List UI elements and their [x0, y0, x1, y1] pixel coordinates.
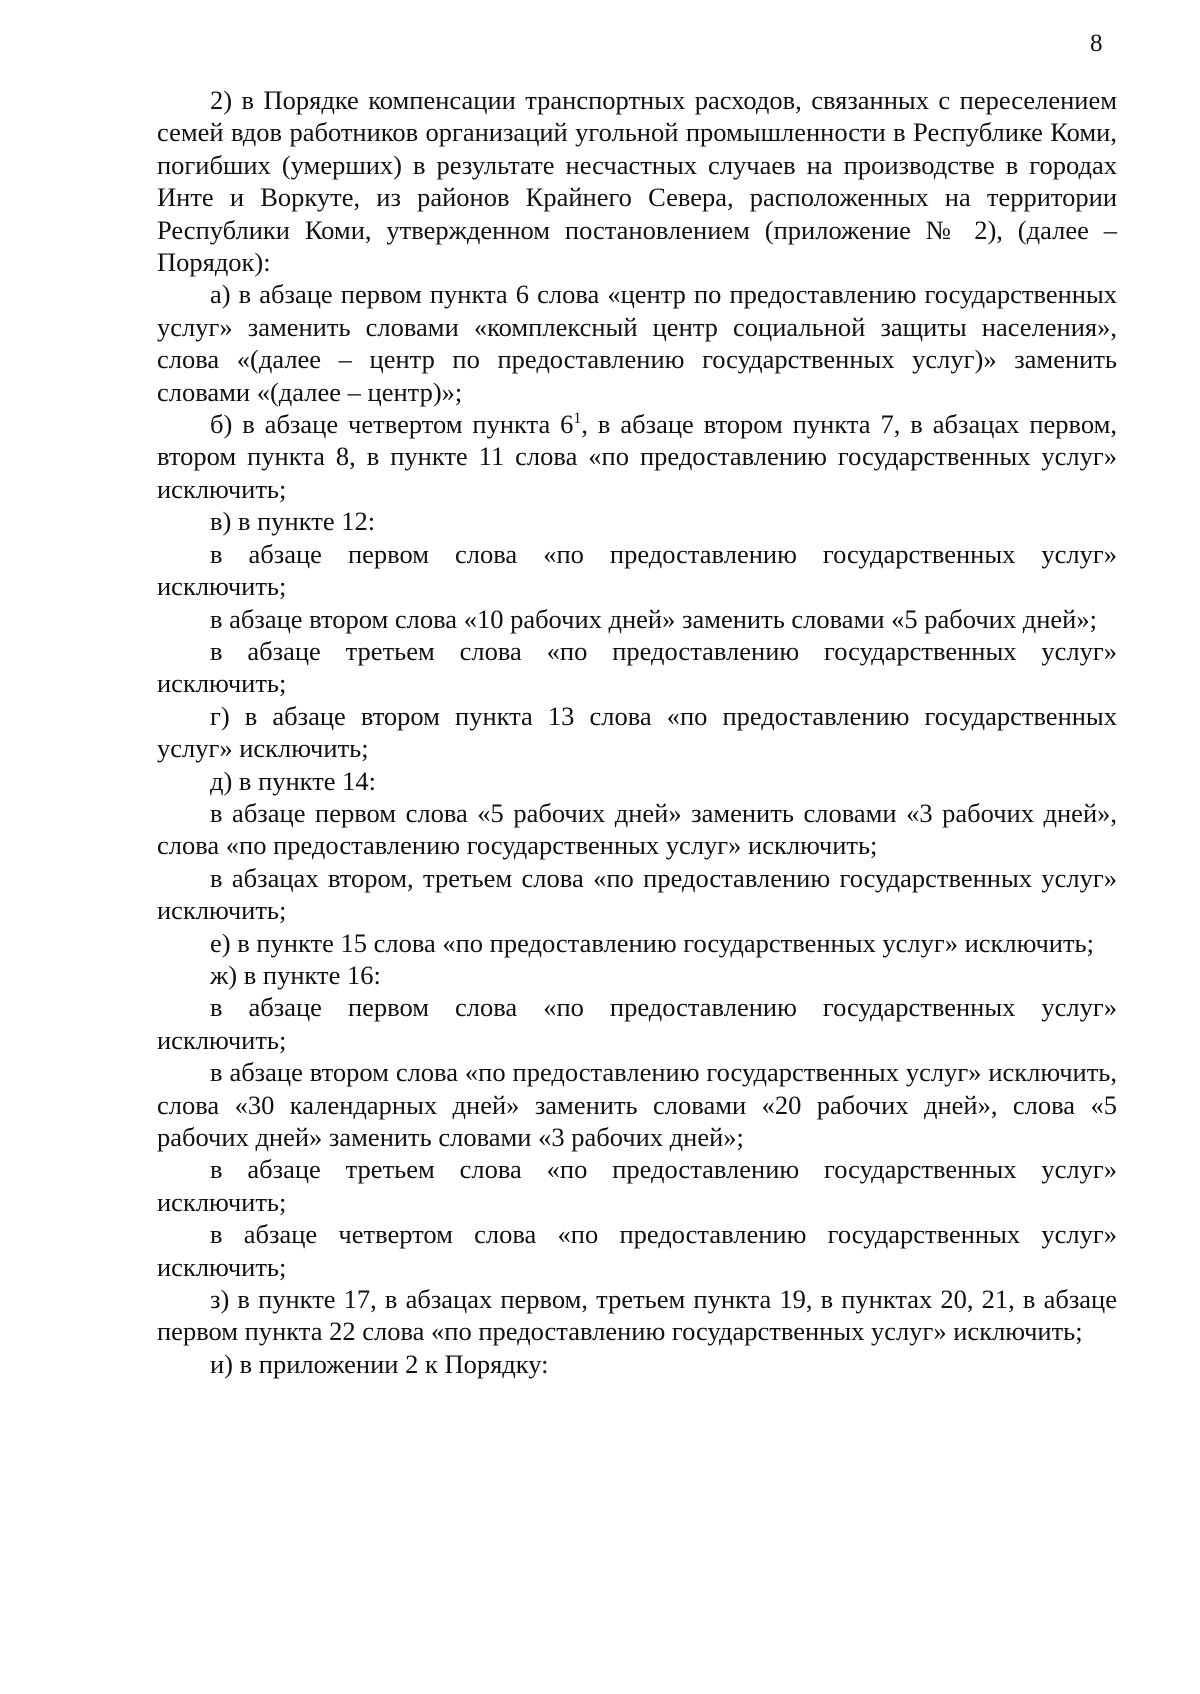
- paragraph-item-i: и) в приложении 2 к Порядку:: [210, 1348, 549, 1379]
- paragraph-item-zh: ж) в пункте 16:: [210, 959, 381, 990]
- paragraph-item-zh-4: в абзаце четвертом слова «по предоставлению государственных услуг» исключить;: [157, 1219, 1117, 1282]
- document-body: [157, 84, 1117, 1380]
- paragraph-item-zh-2: в абзаце втором слова «по предоставлению государственных услуг» исключить, слова «30 календарных дней» заменить словами «20 рабочих дней», слова «5 рабочих дней» заменить словами «3 рабочих дней»;: [157, 1057, 1117, 1152]
- paragraph-item-d-1: в абзаце первом слова «5 рабочих дней» заменить словами «3 рабочих дней», слова «по предоставлению государственных услуг» исключить;: [157, 797, 1117, 861]
- paragraph-item-b-text-cont: , в абзаце втором пункта 7, в абзацах первом, втором пункта 8, в пункте 11 слова «по предоставлению государственных услуг» исключить;: [157, 409, 1118, 504]
- paragraph-item-g: г) в абзаце втором пункта 13 слова «по предоставлению государственных услуг» исключить;: [157, 700, 1117, 764]
- paragraph-intro: 2) в Порядке компенсации транспортных расходов, связанных с переселением семей вдов работников организаций угольной промышленности в Республике Коми, погибших (умерших) в результате несчастных случаев на производстве в городах Инте и Воркуте, из районов Крайнего Севера, расположенных на территории Республики Коми, утвержденном постановлением (приложение № 2), (далее – Порядок):: [157, 85, 1117, 278]
- paragraph-item-zh-3: в абзаце третьем слова «по предоставлению государственных услуг» исключить;: [157, 1154, 1117, 1217]
- paragraph-item-v-1: в абзаце первом слова «по предоставлению государственных услуг» исключить;: [157, 538, 1117, 602]
- paragraph-item-v: в) в пункте 12:: [210, 506, 376, 537]
- paragraph-item-e: е) в пункте 15 слова «по предоставлению государственных услуг» исключить;: [210, 927, 1094, 958]
- paragraph-item-v-2: в абзаце втором слова «10 рабочих дней» заменить словами «5 рабочих дней»;: [210, 603, 1097, 634]
- paragraph-item-d-2: в абзацах втором, третьем слова «по предоставлению государственных услуг» исключить;: [157, 862, 1117, 926]
- paragraph-item-b-text: б) в абзаце четвертом пункта 6: [210, 409, 574, 440]
- paragraph-item-v-3: в абзаце третьем слова «по предоставлению государственных услуг» исключить;: [157, 635, 1117, 699]
- paragraph-item-b: [157, 408, 1117, 505]
- paragraph-item-zh-1: в абзаце первом слова «по предоставлению государственных услуг» исключить;: [157, 992, 1117, 1055]
- paragraph-item-d: д) в пункте 14:: [210, 765, 377, 796]
- superscript: 1: [573, 410, 582, 428]
- page-number: 8: [1090, 30, 1103, 57]
- paragraph-item-a: а) в абзаце первом пункта 6 слова «центр по предоставлению государственных услуг» заменить словами «комплексный центр социальной защиты населения», слова «(далее – центр по предоставлению государственных услуг)» заменить словами «(далее – центр)»;: [157, 279, 1117, 407]
- paragraph-item-z: з) в пункте 17, в абзацах первом, третьем пункта 19, в пунктах 20, 21, в абзаце первом пункта 22 слова «по предоставлению государственных услуг» исключить;: [157, 1284, 1117, 1347]
